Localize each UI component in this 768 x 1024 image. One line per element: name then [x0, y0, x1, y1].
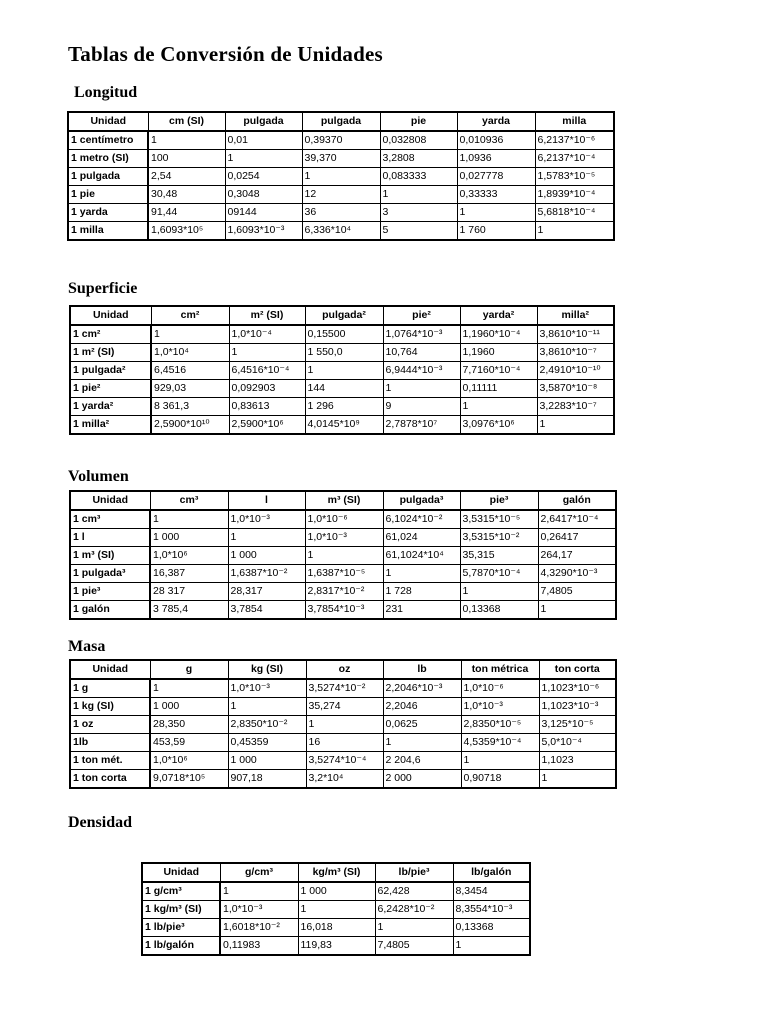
column-header: Unidad — [70, 491, 150, 510]
table-cell: 1 — [220, 882, 298, 901]
table-cell: 3,8610*10⁻¹¹ — [537, 325, 614, 344]
column-header: g — [150, 660, 228, 679]
table-cell: 3,5274*10⁻⁴ — [306, 752, 383, 770]
table-cell: 1,6387*10⁻⁵ — [305, 565, 383, 583]
row-unit-label: 1 yarda — [68, 204, 148, 222]
row-unit-label: 1 m² (SI) — [70, 344, 151, 362]
table-superficie — [69, 305, 615, 435]
table-cell: 1 — [453, 937, 530, 956]
table-masa — [69, 659, 617, 789]
table-cell: 1,5783*10⁻⁵ — [535, 168, 614, 186]
column-header: kg/m³ (SI) — [298, 863, 375, 882]
table-cell: 1 — [150, 510, 228, 529]
table-cell: 0,13368 — [460, 601, 538, 620]
table-cell: 0,027778 — [457, 168, 535, 186]
table-cell: 7,4805 — [538, 583, 616, 601]
table-cell: 2,4910*10⁻¹⁰ — [537, 362, 614, 380]
table-cell: 0,13368 — [453, 919, 530, 937]
table-cell: 3,5315*10⁻⁵ — [460, 510, 538, 529]
table-cell: 1 — [306, 716, 383, 734]
row-unit-label: 1lb — [70, 734, 150, 752]
table-cell: 1 000 — [228, 547, 305, 565]
table-cell: 1 760 — [457, 222, 535, 241]
table-cell: 3,8610*10⁻⁷ — [537, 344, 614, 362]
row-unit-label: 1 centímetro — [68, 131, 148, 150]
table-cell: 1,6093*10⁻³ — [225, 222, 302, 241]
table-cell: 35,315 — [460, 547, 538, 565]
table-row — [142, 919, 530, 937]
table-cell: 1 — [460, 583, 538, 601]
column-header: cm³ — [150, 491, 228, 510]
column-header: Unidad — [68, 112, 148, 131]
table-cell: 1 — [148, 131, 225, 150]
table-cell: 1 — [151, 325, 229, 344]
table-cell: 4,5359*10⁻⁴ — [461, 734, 539, 752]
table-cell: 2,2046 — [383, 698, 461, 716]
table-cell: 1,0*10⁴ — [151, 344, 229, 362]
table-cell: 3 — [380, 204, 457, 222]
section-heading-superficie: Superficie — [68, 280, 138, 297]
table-cell: 1 000 — [150, 529, 228, 547]
table-cell: 1,6093*10⁵ — [148, 222, 225, 241]
table-cell: 36 — [302, 204, 380, 222]
column-header: kg (SI) — [228, 660, 306, 679]
row-unit-label: 1 pie³ — [70, 583, 150, 601]
row-unit-label: 1 l — [70, 529, 150, 547]
table-cell: 8,3454 — [453, 882, 530, 901]
column-header: m² (SI) — [229, 306, 305, 325]
table-cell: 6,4516 — [151, 362, 229, 380]
table-longitud — [67, 111, 615, 241]
header-row — [142, 863, 530, 882]
table-row — [70, 362, 614, 380]
table-row — [70, 716, 616, 734]
table-cell: 929,03 — [151, 380, 229, 398]
column-header: l — [228, 491, 305, 510]
table-cell: 39,370 — [302, 150, 380, 168]
table-cell: 6,9444*10⁻³ — [383, 362, 460, 380]
table-cell: 2,6417*10⁻⁴ — [538, 510, 616, 529]
table-cell: 1 — [305, 362, 383, 380]
column-header: g/cm³ — [220, 863, 298, 882]
table-cell: 28 317 — [150, 583, 228, 601]
table-cell: 0,092903 — [229, 380, 305, 398]
row-unit-label: 1 m³ (SI) — [70, 547, 150, 565]
table-cell: 6,2428*10⁻² — [375, 901, 453, 919]
row-unit-label: 1 cm³ — [70, 510, 150, 529]
table-cell: 3,7854 — [228, 601, 305, 620]
table-cell: 0,26417 — [538, 529, 616, 547]
table-cell: 2,5900*10¹⁰ — [151, 416, 229, 435]
table-cell: 28,317 — [228, 583, 305, 601]
row-unit-label: 1 oz — [70, 716, 150, 734]
table-cell: 907,18 — [228, 770, 306, 789]
row-unit-label: 1 galón — [70, 601, 150, 620]
row-unit-label: 1 pie² — [70, 380, 151, 398]
table-cell: 0,83613 — [229, 398, 305, 416]
table-cell: 1 — [383, 734, 461, 752]
table-cell: 3,125*10⁻⁵ — [539, 716, 616, 734]
table-cell: 5,0*10⁻⁴ — [539, 734, 616, 752]
table-cell: 0,0625 — [383, 716, 461, 734]
table-cell: 1 — [305, 547, 383, 565]
table-cell: 1 000 — [150, 698, 228, 716]
table-row — [70, 583, 616, 601]
header-row — [70, 491, 616, 510]
column-header: pie³ — [460, 491, 538, 510]
table-cell: 9,0718*10⁵ — [150, 770, 228, 789]
table-cell: 0,45359 — [228, 734, 306, 752]
table-cell: 4,3290*10⁻³ — [538, 565, 616, 583]
table-cell: 1 550,0 — [305, 344, 383, 362]
header-row — [68, 112, 614, 131]
table-row — [70, 529, 616, 547]
table-row — [70, 380, 614, 398]
table-row — [70, 398, 614, 416]
header-row — [70, 660, 616, 679]
table-row — [70, 679, 616, 698]
table-cell: 1,1023*10⁻⁶ — [539, 679, 616, 698]
table-cell: 3,0976*10⁶ — [460, 416, 537, 435]
table-cell: 0,15500 — [305, 325, 383, 344]
table-cell: 30,48 — [148, 186, 225, 204]
table-cell: 6,2137*10⁻⁶ — [535, 131, 614, 150]
row-unit-label: 1 ton mét. — [70, 752, 150, 770]
table-cell: 1,0*10⁻³ — [228, 679, 306, 698]
row-unit-label: 1 pulgada² — [70, 362, 151, 380]
table-cell: 1,0*10⁻³ — [305, 529, 383, 547]
table-cell: 6,4516*10⁻⁴ — [229, 362, 305, 380]
column-header: Unidad — [142, 863, 220, 882]
table-cell: 0,11983 — [220, 937, 298, 956]
table-cell: 1,0*10⁶ — [150, 752, 228, 770]
table-row — [142, 882, 530, 901]
table-cell: 35,274 — [306, 698, 383, 716]
table-cell: 1,0936 — [457, 150, 535, 168]
row-unit-label: 1 lb/galón — [142, 937, 220, 956]
table-cell: 62,428 — [375, 882, 453, 901]
column-header: yarda — [457, 112, 535, 131]
row-unit-label: 1 ton corta — [70, 770, 150, 789]
table-cell: 1 — [229, 344, 305, 362]
section-heading-masa: Masa — [68, 638, 106, 655]
column-header: lb — [383, 660, 461, 679]
row-unit-label: 1 yarda² — [70, 398, 151, 416]
row-unit-label: 1 pulgada — [68, 168, 148, 186]
column-header: Unidad — [70, 660, 150, 679]
row-unit-label: 1 cm² — [70, 325, 151, 344]
table-cell: 10,764 — [383, 344, 460, 362]
table-cell: 1,0*10⁻⁶ — [305, 510, 383, 529]
table-cell: 09144 — [225, 204, 302, 222]
table-cell: 1 728 — [383, 583, 460, 601]
table-row — [68, 150, 614, 168]
column-header: Unidad — [70, 306, 151, 325]
table-cell: 0,01 — [225, 131, 302, 150]
row-unit-label: 1 lb/pie³ — [142, 919, 220, 937]
table-cell: 1 — [457, 204, 535, 222]
table-cell: 61,1024*10⁴ — [383, 547, 460, 565]
column-header: galón — [538, 491, 616, 510]
table-cell: 0,0254 — [225, 168, 302, 186]
table-cell: 1,0*10⁻⁶ — [461, 679, 539, 698]
table-cell: 0,3048 — [225, 186, 302, 204]
table-cell: 1 — [150, 679, 228, 698]
table-cell: 144 — [305, 380, 383, 398]
table-cell: 0,010936 — [457, 131, 535, 150]
table-cell: 119,83 — [298, 937, 375, 956]
table-cell: 1 — [383, 380, 460, 398]
table-cell: 1 — [539, 770, 616, 789]
row-unit-label: 1 kg/m³ (SI) — [142, 901, 220, 919]
column-header: ton métrica — [461, 660, 539, 679]
column-header: cm² — [151, 306, 229, 325]
table-cell: 1 — [225, 150, 302, 168]
row-unit-label: 1 milla — [68, 222, 148, 241]
table-cell: 16,387 — [150, 565, 228, 583]
table-cell: 0,39370 — [302, 131, 380, 150]
table-cell: 0,11111 — [460, 380, 537, 398]
table-cell: 100 — [148, 150, 225, 168]
table-cell: 16,018 — [298, 919, 375, 937]
table-cell: 1 — [380, 186, 457, 204]
table-cell: 12 — [302, 186, 380, 204]
table-cell: 7,7160*10⁻⁴ — [460, 362, 537, 380]
table-cell: 28,350 — [150, 716, 228, 734]
table-row — [142, 901, 530, 919]
row-unit-label: 1 g/cm³ — [142, 882, 220, 901]
table-cell: 1 — [383, 565, 460, 583]
table-cell: 1,1960 — [460, 344, 537, 362]
table-cell: 1,1023 — [539, 752, 616, 770]
table-cell: 1,6387*10⁻² — [228, 565, 305, 583]
table-cell: 264,17 — [538, 547, 616, 565]
table-row — [70, 510, 616, 529]
table-cell: 1 — [298, 901, 375, 919]
table-cell: 8,3554*10⁻³ — [453, 901, 530, 919]
column-header: pulgada — [225, 112, 302, 131]
table-cell: 3,2808 — [380, 150, 457, 168]
table-cell: 3,5315*10⁻² — [460, 529, 538, 547]
table-row — [68, 222, 614, 241]
column-header: milla — [535, 112, 614, 131]
table-cell: 2,8317*10⁻² — [305, 583, 383, 601]
section-heading-densidad: Densidad — [68, 814, 133, 831]
table-cell: 16 — [306, 734, 383, 752]
column-header: pulgada² — [305, 306, 383, 325]
table-cell: 2,2046*10⁻³ — [383, 679, 461, 698]
table-row — [70, 416, 614, 435]
column-header: lb/galón — [453, 863, 530, 882]
table-cell: 1,0*10⁻³ — [461, 698, 539, 716]
row-unit-label: 1 milla² — [70, 416, 151, 435]
table-cell: 1,1023*10⁻³ — [539, 698, 616, 716]
table-row — [70, 547, 616, 565]
table-cell: 3,5870*10⁻⁸ — [537, 380, 614, 398]
table-row — [70, 698, 616, 716]
page-title: Tablas de Conversión de Unidades — [68, 42, 383, 66]
table-row — [70, 565, 616, 583]
table-row — [68, 131, 614, 150]
table-cell: 0,083333 — [380, 168, 457, 186]
table-cell: 1 — [228, 698, 306, 716]
table-cell: 1 — [461, 752, 539, 770]
table-cell: 7,4805 — [375, 937, 453, 956]
table-row — [70, 752, 616, 770]
table-cell: 5,7870*10⁻⁴ — [460, 565, 538, 583]
table-row — [68, 204, 614, 222]
column-header: oz — [306, 660, 383, 679]
column-header: milla² — [537, 306, 614, 325]
table-cell: 3 785,4 — [150, 601, 228, 620]
table-cell: 2,7878*10⁷ — [383, 416, 460, 435]
table-cell: 3,2283*10⁻⁷ — [537, 398, 614, 416]
table-cell: 231 — [383, 601, 460, 620]
table-cell: 4,0145*10⁹ — [305, 416, 383, 435]
table-cell: 1,1960*10⁻⁴ — [460, 325, 537, 344]
table-row — [70, 601, 616, 620]
column-header: lb/pie³ — [375, 863, 453, 882]
table-cell: 5 — [380, 222, 457, 241]
column-header: yarda² — [460, 306, 537, 325]
column-header: cm (SI) — [148, 112, 225, 131]
table-cell: 3,5274*10⁻² — [306, 679, 383, 698]
table-row — [142, 937, 530, 956]
table-cell: 6,1024*10⁻² — [383, 510, 460, 529]
table-cell: 1 — [228, 529, 305, 547]
table-cell: 1,0*10⁶ — [150, 547, 228, 565]
table-cell: 8 361,3 — [151, 398, 229, 416]
column-header: pie² — [383, 306, 460, 325]
table-cell: 6,336*10⁴ — [302, 222, 380, 241]
section-heading-volumen: Volumen — [68, 468, 129, 485]
header-row — [70, 306, 614, 325]
table-cell: 453,59 — [150, 734, 228, 752]
table-cell: 3,2*10⁴ — [306, 770, 383, 789]
section-heading-longitud: Longitud — [74, 84, 138, 101]
table-volumen — [69, 490, 617, 620]
table-cell: 1 — [537, 416, 614, 435]
table-row — [70, 344, 614, 362]
row-unit-label: 1 g — [70, 679, 150, 698]
table-cell: 1 — [538, 601, 616, 620]
table-cell: 1,8939*10⁻⁴ — [535, 186, 614, 204]
table-cell: 6,2137*10⁻⁴ — [535, 150, 614, 168]
table-cell: 1,6018*10⁻² — [220, 919, 298, 937]
table-cell: 91,44 — [148, 204, 225, 222]
table-cell: 61,024 — [383, 529, 460, 547]
table-cell: 2,5900*10⁶ — [229, 416, 305, 435]
table-cell: 1 000 — [228, 752, 306, 770]
column-header: ton corta — [539, 660, 616, 679]
row-unit-label: 1 kg (SI) — [70, 698, 150, 716]
table-cell: 2 204,6 — [383, 752, 461, 770]
table-cell: 5,6818*10⁻⁴ — [535, 204, 614, 222]
table-cell: 2,54 — [148, 168, 225, 186]
table-cell: 0,032808 — [380, 131, 457, 150]
table-cell: 9 — [383, 398, 460, 416]
table-cell: 1 — [460, 398, 537, 416]
row-unit-label: 1 metro (SI) — [68, 150, 148, 168]
table-cell: 3,7854*10⁻³ — [305, 601, 383, 620]
table-cell: 2 000 — [383, 770, 461, 789]
table-row — [70, 325, 614, 344]
table-cell: 1 296 — [305, 398, 383, 416]
column-header: m³ (SI) — [305, 491, 383, 510]
table-cell: 1,0*10⁻⁴ — [229, 325, 305, 344]
row-unit-label: 1 pie — [68, 186, 148, 204]
table-row — [68, 168, 614, 186]
table-row — [70, 734, 616, 752]
table-cell: 1,0*10⁻³ — [220, 901, 298, 919]
row-unit-label: 1 pulgada³ — [70, 565, 150, 583]
table-cell: 1 — [375, 919, 453, 937]
table-cell: 1,0*10⁻³ — [228, 510, 305, 529]
table-cell: 1 — [535, 222, 614, 241]
table-cell: 1,0764*10⁻³ — [383, 325, 460, 344]
column-header: pulgada³ — [383, 491, 460, 510]
column-header: pulgada — [302, 112, 380, 131]
table-cell: 0,90718 — [461, 770, 539, 789]
table-row — [70, 770, 616, 789]
table-densidad — [141, 862, 531, 956]
table-row — [68, 186, 614, 204]
table-cell: 1 000 — [298, 882, 375, 901]
table-cell: 0,33333 — [457, 186, 535, 204]
table-cell: 2,8350*10⁻² — [228, 716, 306, 734]
table-cell: 1 — [302, 168, 380, 186]
table-cell: 2,8350*10⁻⁵ — [461, 716, 539, 734]
column-header: pie — [380, 112, 457, 131]
